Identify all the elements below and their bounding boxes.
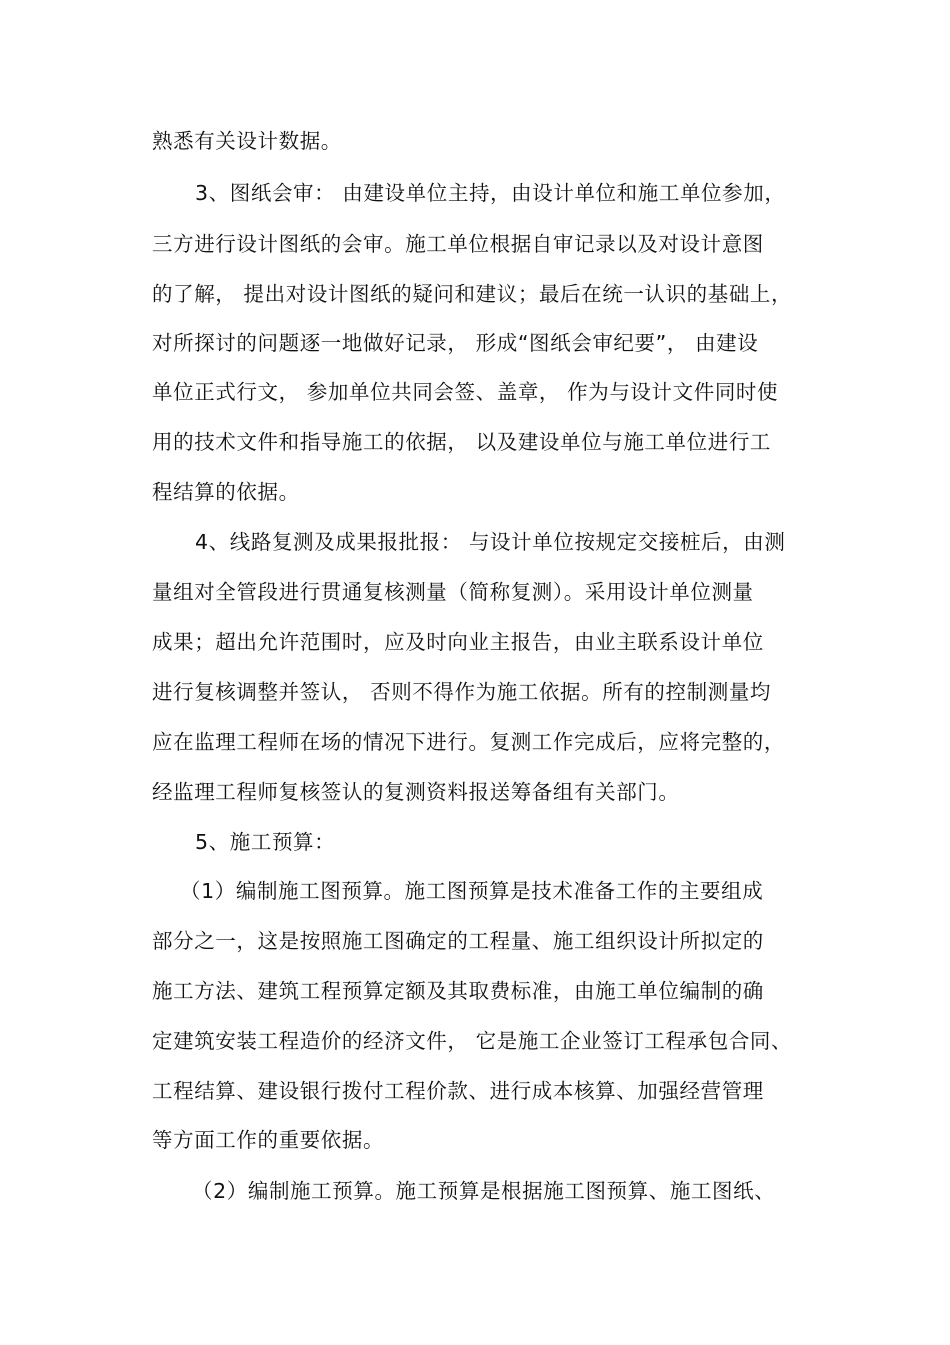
text-line: 对所探讨的问题逐一地做好记录， 形成“图纸会审纪要”， 由建设 (152, 331, 759, 355)
text-line: 部分之一，这是按照施工图确定的工程量、施工组织设计所拟定的 (152, 929, 764, 953)
text-line: 3、图纸会审： 由建设单位主持，由设计单位和施工单位参加， (195, 181, 786, 205)
text-line: 5、施工预算： (195, 830, 336, 854)
text-line: 定建筑安装工程造价的经济文件， 它是施工企业签订工程承包合同、 (152, 1029, 793, 1053)
text-line: 三方进行设计图纸的会审。施工单位根据自审记录以及对设计意图 (152, 232, 764, 256)
text-line: 用的技术文件和指导施工的依据， 以及建设单位与施工单位进行工 (152, 430, 772, 454)
text-line: 进行复核调整并签认， 否则不得作为施工依据。所有的控制测量均 (152, 680, 772, 704)
text-line: 应在监理工程师在场的情况下进行。复测工作完成后，应将完整的， (152, 730, 785, 754)
text-line: 熟悉有关设计数据。 (152, 129, 342, 153)
text-line: 等方面工作的重要依据。 (152, 1128, 385, 1152)
text-line: 的了解， 提出对设计图纸的疑问和建议；最后在统一认识的基础上， (152, 282, 793, 306)
text-line: 经监理工程师复核签认的复测资料报送筹备组有关部门。 (152, 780, 680, 804)
text-line: 程结算的依据。 (152, 480, 300, 504)
text-line: 工程结算、建设银行拨付工程价款、进行成本核算、加强经营管理 (152, 1079, 764, 1103)
text-line: 量组对全管段进行贯通复核测量（简称复测）。采用设计单位测量 (152, 580, 754, 604)
text-line: （2）编制施工预算。施工预算是根据施工图预算、施工图纸、 (192, 1179, 776, 1203)
text-line: 成果；超出允许范围时，应及时向业主报告，由业主联系设计单位 (152, 630, 764, 654)
text-line: 单位正式行文， 参加单位共同会签、盖章， 作为与设计文件同时使 (152, 380, 779, 404)
text-line: 施工方法、建筑工程预算定额及其取费标准，由施工单位编制的确 (152, 979, 764, 1003)
text-line: 4、线路复测及成果报批报： 与设计单位按规定交接桩后，由测 (195, 530, 786, 554)
text-line: （1）编制施工图预算。施工图预算是技术准备工作的主要组成 (180, 879, 764, 903)
